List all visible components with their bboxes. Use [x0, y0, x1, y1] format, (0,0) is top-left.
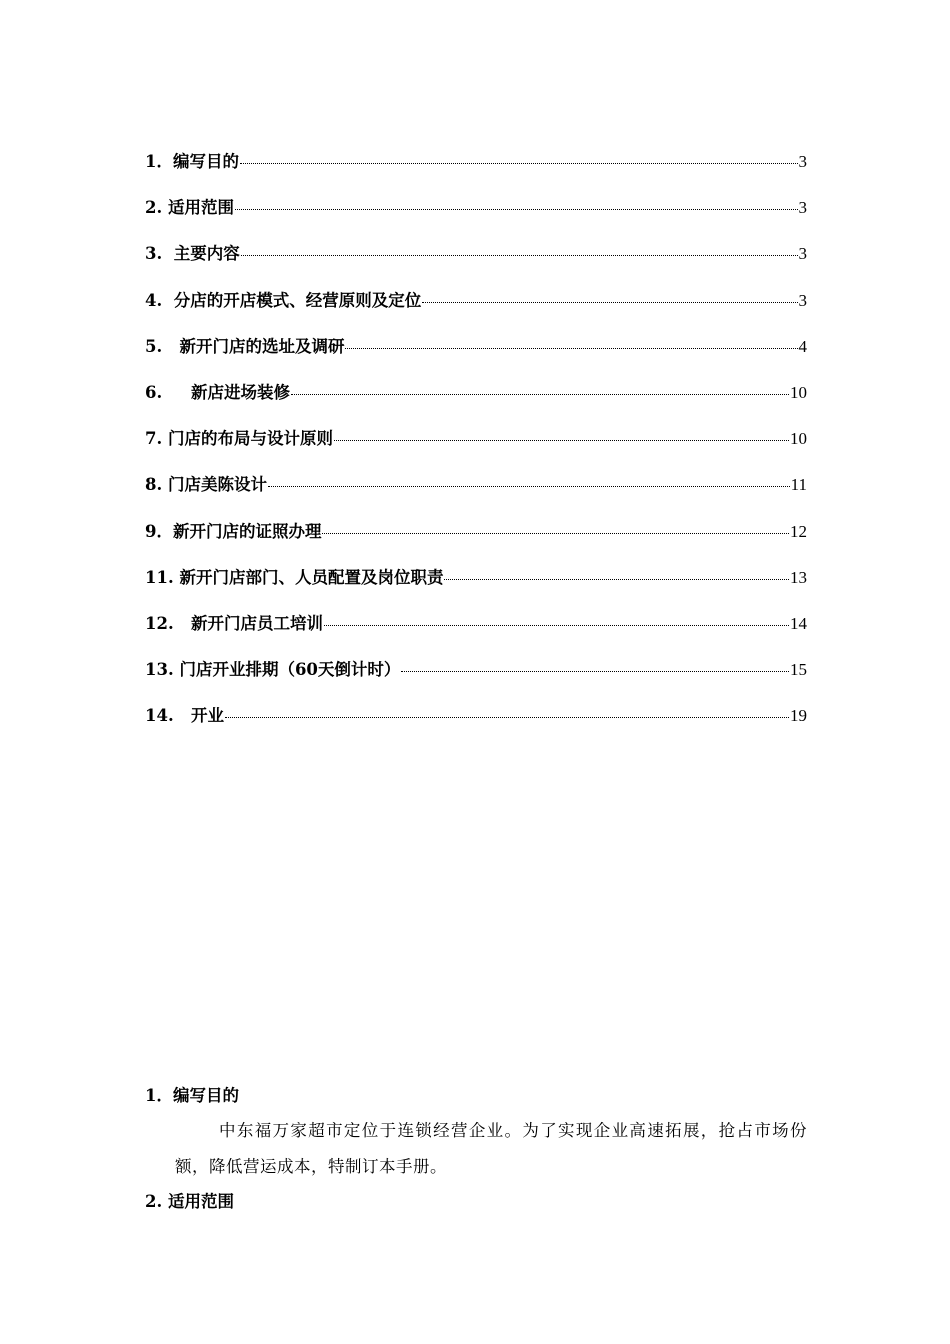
toc-entry[interactable] — [145, 240, 807, 286]
section-heading-scope: 2. 适用范围 — [145, 1192, 234, 1211]
toc-leader-dots — [268, 486, 790, 487]
toc-leader-dots — [240, 163, 798, 164]
toc-entry-label: 12. 新开门店员工培训 — [145, 613, 323, 633]
toc-leader-dots — [444, 579, 789, 580]
toc-leader-dots — [291, 394, 789, 395]
toc-entry[interactable] — [145, 702, 807, 748]
toc-entry-page: 14 — [790, 613, 807, 633]
toc-entry-page: 19 — [790, 706, 807, 726]
toc-entry[interactable] — [145, 333, 807, 379]
toc-leader-dots — [401, 671, 789, 672]
toc-entry-label: 1．编写目的 — [145, 152, 239, 171]
toc-entry[interactable] — [145, 379, 807, 425]
toc-entry-label: 6. 新店进场装修 — [145, 382, 290, 402]
toc-entry-label: 13. 门店开业排期（60天倒计时） — [145, 660, 401, 680]
toc-entry[interactable] — [145, 564, 807, 610]
toc-entry-page: 12 — [790, 521, 807, 541]
toc-entry-page: 10 — [790, 429, 807, 449]
toc-entry-label: 7. 门店的布局与设计原则 — [145, 429, 333, 449]
toc-leader-dots — [345, 348, 797, 349]
toc-entry-label: 9．新开门店的证照办理 — [145, 521, 322, 541]
toc-entry-page: 3 — [798, 198, 807, 218]
toc-entry-label: 5. 新开门店的选址及调研 — [145, 336, 345, 356]
section-heading-purpose: 1．编写目的 — [145, 1086, 239, 1105]
toc-entry[interactable] — [145, 518, 807, 564]
toc-entry-label: 8. 门店美陈设计 — [145, 475, 267, 495]
toc-entry-page: 3 — [798, 152, 807, 171]
toc-entry[interactable] — [145, 656, 807, 702]
toc-entry-page: 10 — [790, 382, 807, 402]
toc-leader-dots — [422, 302, 797, 303]
toc-entry[interactable] — [145, 287, 807, 333]
toc-leader-dots — [235, 209, 798, 210]
toc-leader-dots — [322, 533, 789, 534]
toc-entry-label: 14. 开业 — [145, 706, 224, 726]
toc-entry[interactable] — [145, 148, 807, 194]
toc-entry[interactable] — [145, 425, 807, 471]
toc-entry[interactable] — [145, 471, 807, 517]
toc-leader-dots — [324, 625, 789, 626]
toc-entry-label: 3. 主要内容 — [145, 244, 240, 264]
toc-entry-page: 3 — [798, 290, 807, 310]
toc-leader-dots — [334, 440, 789, 441]
section-paragraph-purpose: 中东福万家超市定位于连锁经营企业。为了实现企业高速拓展，抢占市场份额，降低营运成本，特制订本手册。 — [175, 1121, 807, 1176]
toc-entry-label: 4. 分店的开店模式、经营原则及定位 — [145, 290, 422, 310]
table-of-contents — [145, 148, 807, 748]
toc-entry[interactable] — [145, 610, 807, 656]
toc-entry[interactable] — [145, 194, 807, 240]
toc-entry-label: 11. 新开门店部门、人员配置及岗位职责 — [145, 567, 444, 587]
toc-entry-page: 15 — [790, 660, 807, 680]
toc-entry-page: 13 — [790, 567, 807, 587]
toc-entry-page: 4 — [798, 336, 807, 356]
toc-entry-label: 2. 适用范围 — [145, 198, 234, 218]
toc-entry-page: 11 — [790, 475, 807, 495]
toc-entry-page: 3 — [798, 244, 807, 264]
toc-leader-dots — [241, 255, 798, 256]
document-body — [145, 1083, 807, 1215]
toc-leader-dots — [225, 717, 789, 718]
